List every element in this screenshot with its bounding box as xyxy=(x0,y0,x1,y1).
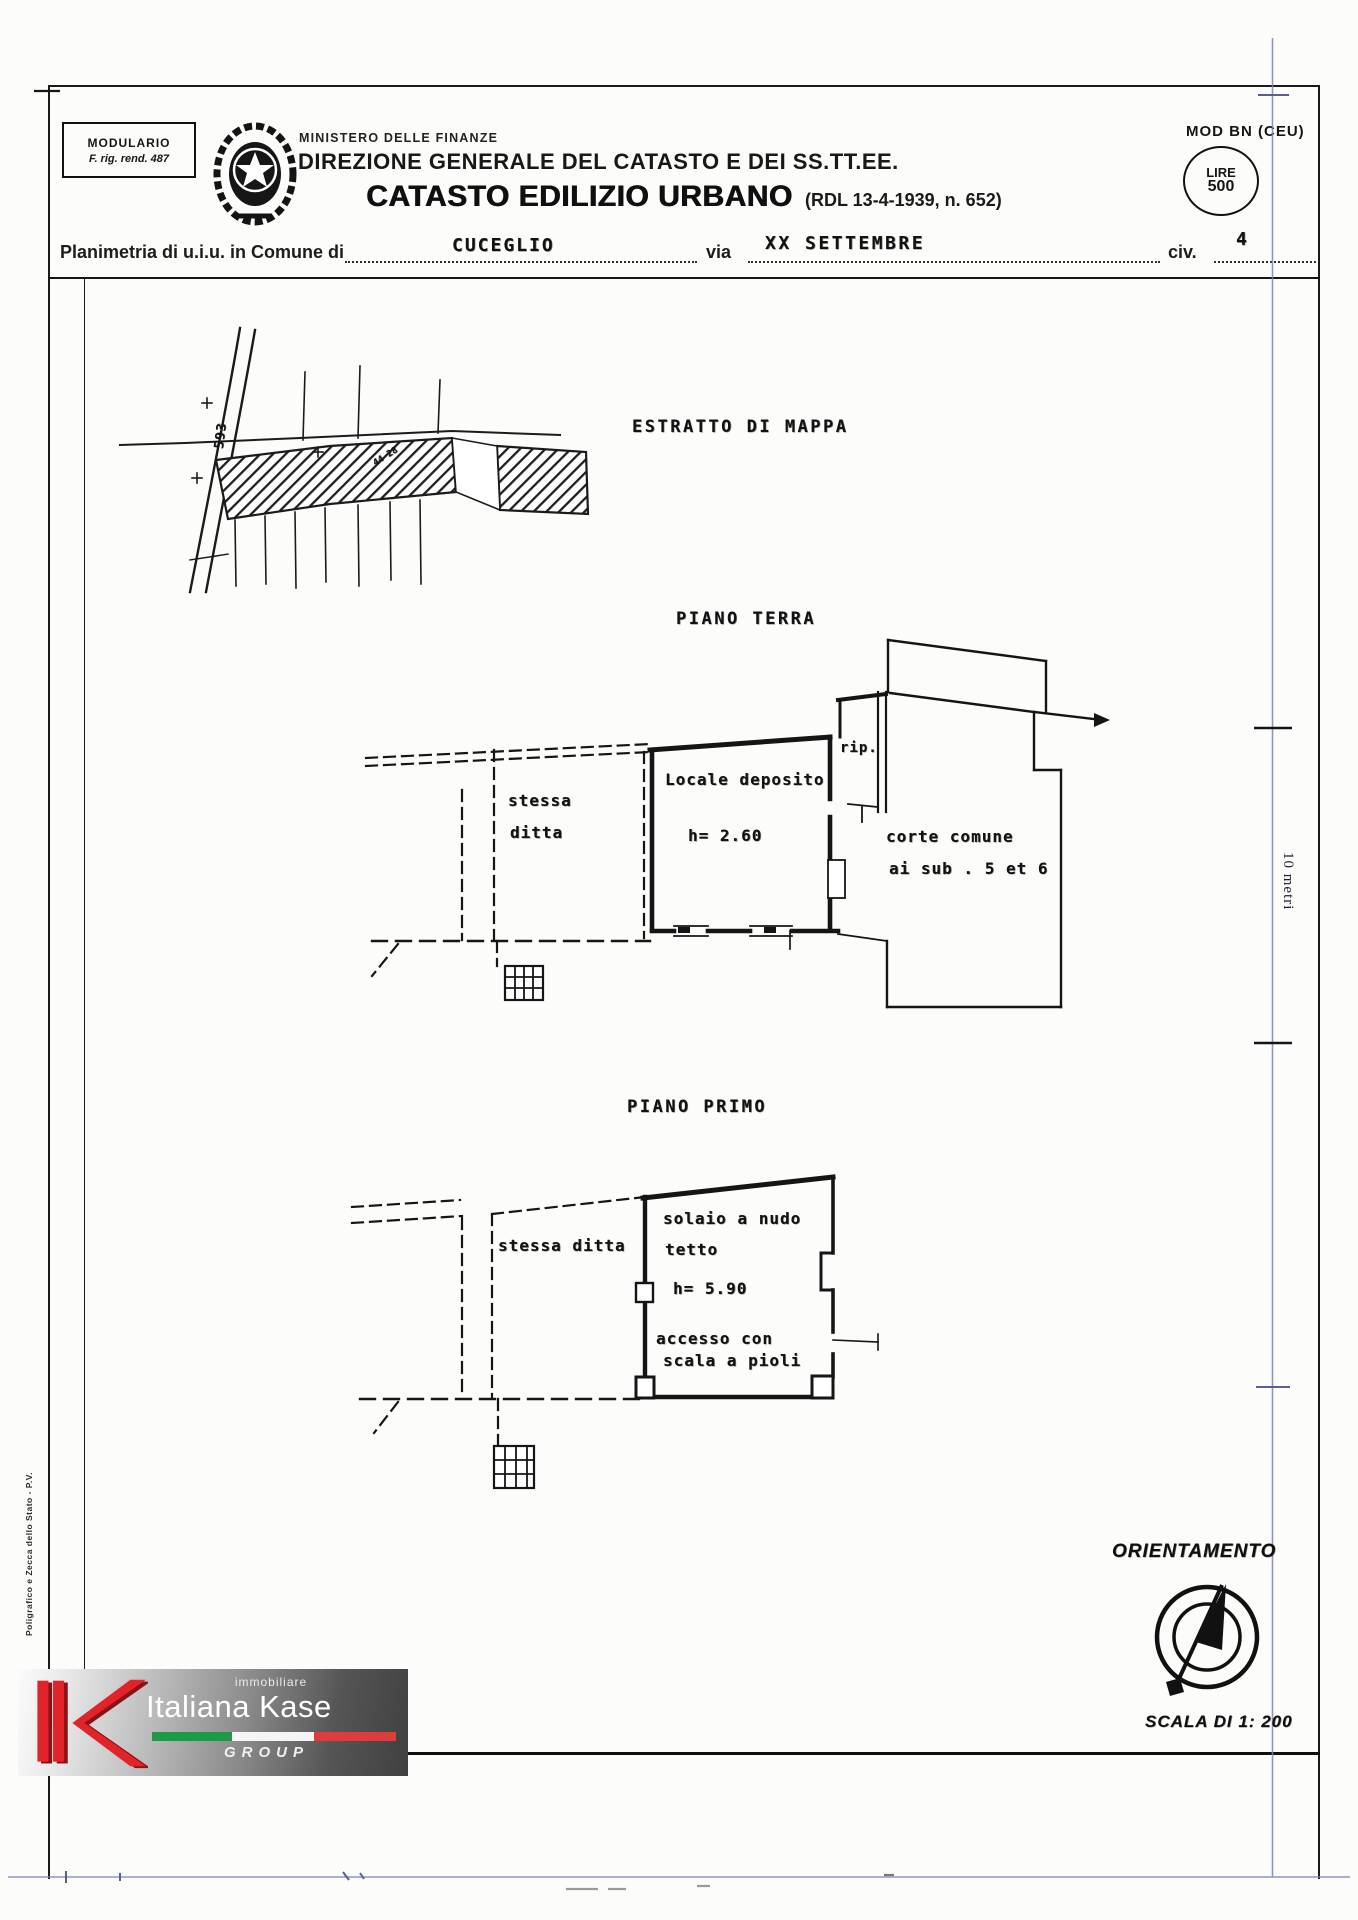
map-dimension-note: 44 28 xyxy=(371,445,400,469)
map-extract-title: ESTRATTO DI MAPPA xyxy=(632,417,849,437)
logo-immobiliare-text: immobiliare xyxy=(234,1675,308,1689)
lire-stamp-value: 500 xyxy=(1207,178,1235,196)
comune-value: CUCEGLIO xyxy=(452,235,555,256)
logo-name-text: Italiana Kase xyxy=(146,1689,332,1724)
ff-access-line1: accesso con xyxy=(656,1329,773,1348)
logo-group-text: GROUP xyxy=(224,1744,310,1761)
gf-corte-line1: corte comune xyxy=(886,827,1014,846)
gf-ditta-label: ditta xyxy=(510,823,564,842)
scale-bar-label: 10 metri xyxy=(1280,852,1296,911)
via-label: via xyxy=(706,242,732,262)
gf-corte-line2: ai sub . 5 et 6 xyxy=(889,859,1049,878)
agency-logo xyxy=(18,1669,408,1776)
gf-stessa-label: stessa xyxy=(508,791,572,810)
orientation-title: ORIENTAMENTO xyxy=(1112,1541,1277,1562)
gf-rip-label: rip. xyxy=(840,740,878,756)
gf-height-label: h= 2.60 xyxy=(688,826,763,845)
first-floor-title: PIANO PRIMO xyxy=(627,1097,768,1117)
gf-locale-deposito-label: Locale deposito xyxy=(665,770,825,789)
ff-access-line2: scala a pioli xyxy=(663,1351,802,1370)
modulario-line1: MODULARIO xyxy=(87,135,171,150)
map-extract-drawing xyxy=(120,328,588,592)
compass-icon xyxy=(1157,1584,1257,1696)
ground-floor-title: PIANO TERRA xyxy=(676,609,817,629)
agency-logo-ik-icon xyxy=(28,1677,148,1769)
flag-red-band xyxy=(314,1732,396,1741)
printer-note: Poligrafico e Zecca dello Stato - P.V. xyxy=(24,1472,34,1637)
civ-value: 4 xyxy=(1236,229,1248,250)
flag-green-band xyxy=(152,1732,232,1741)
direzione-line: DIREZIONE GENERALE DEL CATASTO E DEI SS.TT.EE. xyxy=(298,149,899,174)
ff-stessa-ditta-label: stessa ditta xyxy=(498,1236,626,1255)
modulario-line2: F. rig. rend. 487 xyxy=(88,152,170,165)
civ-label: civ. xyxy=(1168,242,1197,262)
fold-lines xyxy=(8,38,1350,1877)
italian-flag-stripe xyxy=(152,1732,396,1741)
lire-stamp-text: LIRE xyxy=(1206,164,1236,180)
scale-caption: SCALA DI 1: 200 xyxy=(1145,1712,1293,1731)
ground-floor-drawing xyxy=(366,640,1110,1007)
ff-height-label: h= 5.90 xyxy=(673,1279,748,1298)
ministry-line: MINISTERO DELLE FINANZE xyxy=(299,131,499,145)
mod-code-label: MOD BN (CEU) xyxy=(1186,123,1305,140)
catasto-title: CATASTO EDILIZIO URBANO xyxy=(366,180,793,213)
ff-solaio-line1: solaio a nudo xyxy=(663,1209,802,1228)
flag-white-band xyxy=(232,1732,314,1741)
catasto-ref: (RDL 13-4-1939, n. 652) xyxy=(804,190,1002,210)
parcel-number-label: 593 xyxy=(212,421,231,450)
via-value: XX SETTEMBRE xyxy=(765,233,926,254)
comune-label: Planimetria di u.i.u. in Comune di xyxy=(60,242,345,262)
ff-solaio-line2: tetto xyxy=(665,1240,719,1259)
